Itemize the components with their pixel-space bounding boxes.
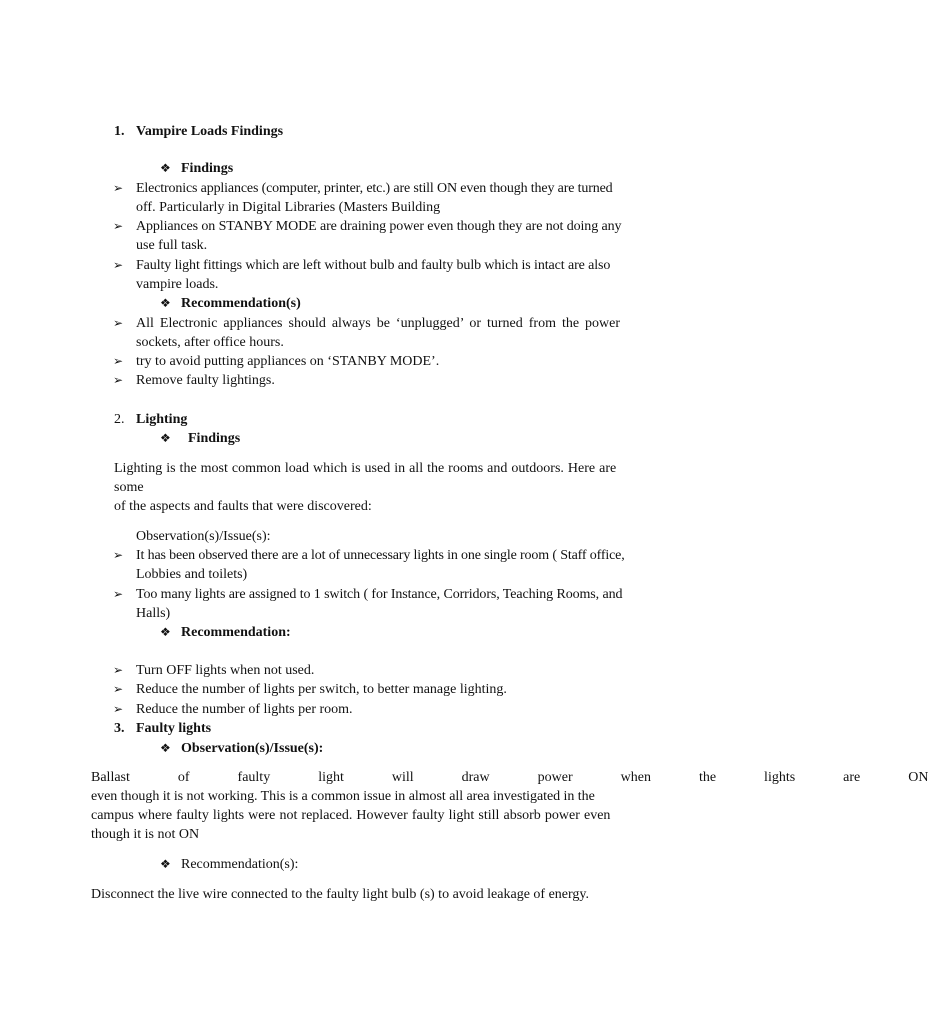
finding-line: use full task.: [136, 238, 208, 253]
arrow-bullet-icon: ➢: [113, 682, 124, 696]
recommendation-line: Remove faulty lightings.: [136, 373, 275, 388]
observation-line: Too many lights are assigned to 1 switch ( for Instance, Corridors, Teaching Rooms, and: [136, 587, 623, 602]
paragraph-line: of the aspects and faults that were discovered:: [114, 499, 372, 514]
recommendation-heading: Recommendation(s):: [181, 857, 299, 872]
section-title: Vampire Loads Findings: [136, 124, 284, 139]
diamond-bullet-icon: ❖: [160, 741, 171, 755]
diamond-bullet-icon: ❖: [160, 161, 171, 175]
arrow-bullet-icon: ➢: [113, 373, 124, 387]
arrow-bullet-icon: ➢: [113, 219, 124, 233]
arrow-bullet-icon: ➢: [113, 354, 124, 368]
arrow-bullet-icon: ➢: [113, 316, 124, 330]
section-number: 3.: [114, 721, 125, 736]
finding-line: Faulty light fittings which are left without bulb and faulty bulb which is intact are also: [136, 258, 611, 273]
observation-label: Observation(s)/Issue(s):: [136, 529, 271, 544]
finding-line: off. Particularly in Digital Libraries (Masters Building: [136, 200, 441, 215]
diamond-bullet-icon: ❖: [160, 857, 171, 871]
arrow-bullet-icon: ➢: [113, 587, 124, 601]
section-number: 1.: [114, 124, 125, 139]
findings-heading: Findings: [181, 161, 234, 176]
paragraph-line: though it is not ON: [91, 827, 200, 842]
recommendation-line: Reduce the number of lights per room.: [136, 702, 353, 717]
finding-line: Appliances on STANBY MODE are draining power even though they are not doing any: [136, 219, 622, 234]
paragraph-line: some: [114, 480, 144, 495]
arrow-bullet-icon: ➢: [113, 548, 124, 562]
observation-line: It has been observed there are a lot of unnecessary lights in one single room ( Staff office,: [136, 548, 625, 563]
recommendation-line: try to avoid putting appliances on ‘STANBY MODE’.: [136, 354, 440, 369]
diamond-bullet-icon: ❖: [160, 625, 171, 639]
paragraph-line: Ballast of faulty light will draw power when the lights are ON: [91, 770, 928, 785]
arrow-bullet-icon: ➢: [113, 663, 124, 677]
observation-heading: Observation(s)/Issue(s):: [181, 741, 324, 756]
paragraph-line: Lighting is the most common load which is used in all the rooms and outdoors. Here are: [114, 461, 617, 476]
paragraph-line: even though it is not working. This is a common issue in almost all area investigated in the: [91, 789, 595, 804]
recommendation-line: Turn OFF lights when not used.: [136, 663, 315, 678]
finding-line: Electronics appliances (computer, printer, etc.) are still ON even though they are turned: [136, 181, 613, 196]
finding-line: vampire loads.: [136, 277, 219, 292]
recommendation-heading: Recommendation(s): [181, 296, 301, 311]
recommendation-text: Disconnect the live wire connected to the faulty light bulb (s) to avoid leakage of energy.: [91, 887, 590, 902]
recommendation-line: All Electronic appliances should always be ‘unplugged’ or turned from the power: [136, 316, 621, 331]
diamond-bullet-icon: ❖: [160, 431, 171, 445]
observation-line: Lobbies and toilets): [136, 567, 248, 582]
diamond-bullet-icon: ❖: [160, 296, 171, 310]
arrow-bullet-icon: ➢: [113, 702, 124, 716]
paragraph-line: campus where faulty lights were not replaced. However faulty light still absorb power even: [91, 808, 611, 823]
recommendation-line: sockets, after office hours.: [136, 335, 284, 350]
recommendation-heading: Recommendation:: [181, 625, 291, 640]
findings-heading: Findings: [188, 431, 241, 446]
section-number: 2.: [114, 412, 125, 427]
observation-line: Halls): [136, 606, 171, 621]
arrow-bullet-icon: ➢: [113, 258, 124, 272]
arrow-bullet-icon: ➢: [113, 181, 124, 195]
recommendation-line: Reduce the number of lights per switch, to better manage lighting.: [136, 682, 507, 697]
section-title: Faulty lights: [136, 721, 212, 736]
section-title: Lighting: [136, 412, 188, 427]
